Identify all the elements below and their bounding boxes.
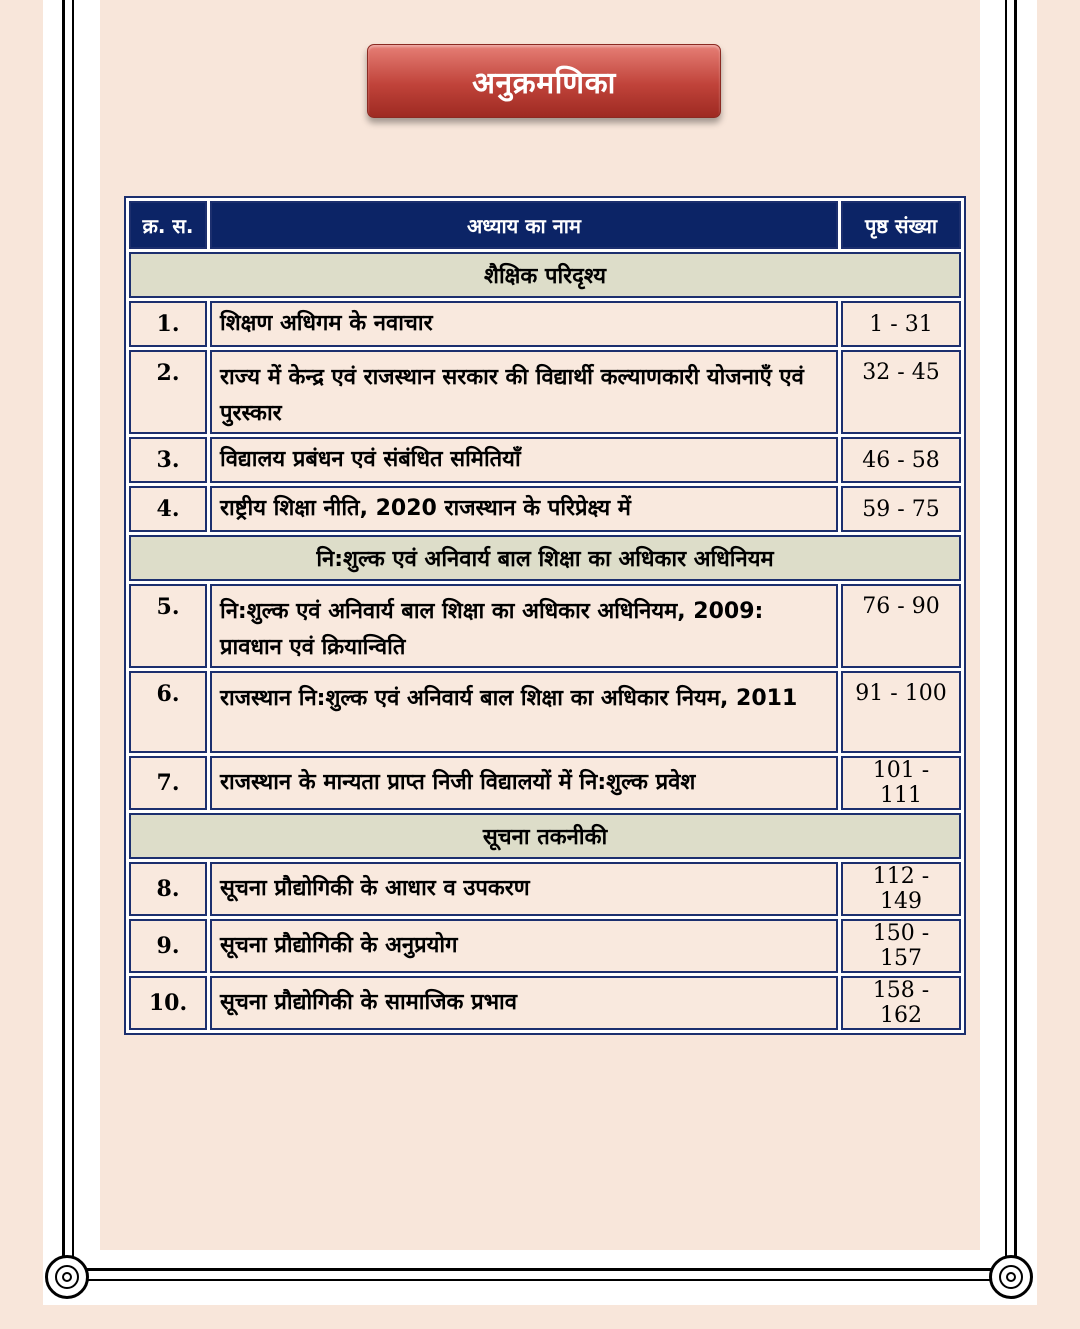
table-of-contents xyxy=(124,196,966,1035)
chapter-pages: 158 - 162 xyxy=(841,976,961,1030)
section-heading: सूचना तकनीकी xyxy=(129,813,961,859)
chapter-name: राजस्थान नि:शुल्क एवं अनिवार्य बाल शिक्षा का अधिकार नियम, 2011 xyxy=(210,671,838,753)
chapter-name: राष्ट्रीय शिक्षा नीति, 2020 राजस्थान के परिप्रेक्ष्य में xyxy=(210,486,838,532)
chapter-number: 1. xyxy=(129,301,207,347)
chapter-pages: 112 - 149 xyxy=(841,862,961,916)
table-row xyxy=(129,486,961,532)
chapter-number: 10. xyxy=(129,976,207,1030)
header-chapter-name: अध्याय का नाम xyxy=(210,201,838,249)
table-row xyxy=(129,301,961,347)
frame-line-left-inner xyxy=(72,0,74,1265)
header-row xyxy=(129,201,961,249)
corner-ornament-left xyxy=(45,1255,89,1299)
chapter-name: सूचना प्रौद्योगिकी के अनुप्रयोग xyxy=(210,919,838,973)
chapter-pages: 32 - 45 xyxy=(841,350,961,434)
chapter-number: 6. xyxy=(129,671,207,753)
chapter-number: 7. xyxy=(129,756,207,810)
table-row xyxy=(129,756,961,810)
section-heading: नि:शुल्क एवं अनिवार्य बाल शिक्षा का अधिकार अधिनियम xyxy=(129,535,961,581)
chapter-pages: 101 - 111 xyxy=(841,756,961,810)
table-row xyxy=(129,976,961,1030)
chapter-pages: 91 - 100 xyxy=(841,671,961,753)
table-row xyxy=(129,862,961,916)
header-serial-number: क्र. स. xyxy=(129,201,207,249)
chapter-name: राजस्थान के मान्यता प्राप्त निजी विद्यालयों में नि:शुल्क प्रवेश xyxy=(210,756,838,810)
chapter-name: नि:शुल्क एवं अनिवार्य बाल शिक्षा का अधिकार अधिनियम, 2009: प्रावधान एवं क्रियान्विति xyxy=(210,584,838,668)
section-heading-row xyxy=(129,252,961,298)
corner-ornament-right xyxy=(989,1255,1033,1299)
chapter-number: 9. xyxy=(129,919,207,973)
chapter-pages: 46 - 58 xyxy=(841,437,961,483)
frame-line-bottom-inner xyxy=(66,1268,1012,1271)
table-row xyxy=(129,584,961,668)
frame-line-left-outer xyxy=(62,0,65,1265)
chapter-name: सूचना प्रौद्योगिकी के सामाजिक प्रभाव xyxy=(210,976,838,1030)
table-row xyxy=(129,350,961,434)
chapter-pages: 59 - 75 xyxy=(841,486,961,532)
chapter-number: 2. xyxy=(129,350,207,434)
index-title: अनुक्रमणिका xyxy=(367,44,721,118)
chapter-pages: 76 - 90 xyxy=(841,584,961,668)
chapter-number: 5. xyxy=(129,584,207,668)
chapter-pages: 150 - 157 xyxy=(841,919,961,973)
table-row xyxy=(129,671,961,753)
section-heading-row xyxy=(129,535,961,581)
chapter-name: शिक्षण अधिगम के नवाचार xyxy=(210,301,838,347)
section-heading-row xyxy=(129,813,961,859)
chapter-name: राज्य में केन्द्र एवं राजस्थान सरकार की विद्यार्थी कल्याणकारी योजनाएँ एवं पुरस्कार xyxy=(210,350,838,434)
chapter-pages: 1 - 31 xyxy=(841,301,961,347)
frame-line-right-outer xyxy=(1014,0,1017,1265)
chapter-number: 4. xyxy=(129,486,207,532)
chapter-number: 3. xyxy=(129,437,207,483)
frame-line-bottom-outer xyxy=(66,1279,1012,1281)
table-row xyxy=(129,437,961,483)
frame-line-right-inner xyxy=(1005,0,1007,1265)
table-row xyxy=(129,919,961,973)
section-heading: शैक्षिक परिदृश्य xyxy=(129,252,961,298)
header-page-number: पृष्ठ संख्या xyxy=(841,201,961,249)
chapter-name: विद्यालय प्रबंधन एवं संबंधित समितियाँ xyxy=(210,437,838,483)
chapter-number: 8. xyxy=(129,862,207,916)
chapter-name: सूचना प्रौद्योगिकी के आधार व उपकरण xyxy=(210,862,838,916)
